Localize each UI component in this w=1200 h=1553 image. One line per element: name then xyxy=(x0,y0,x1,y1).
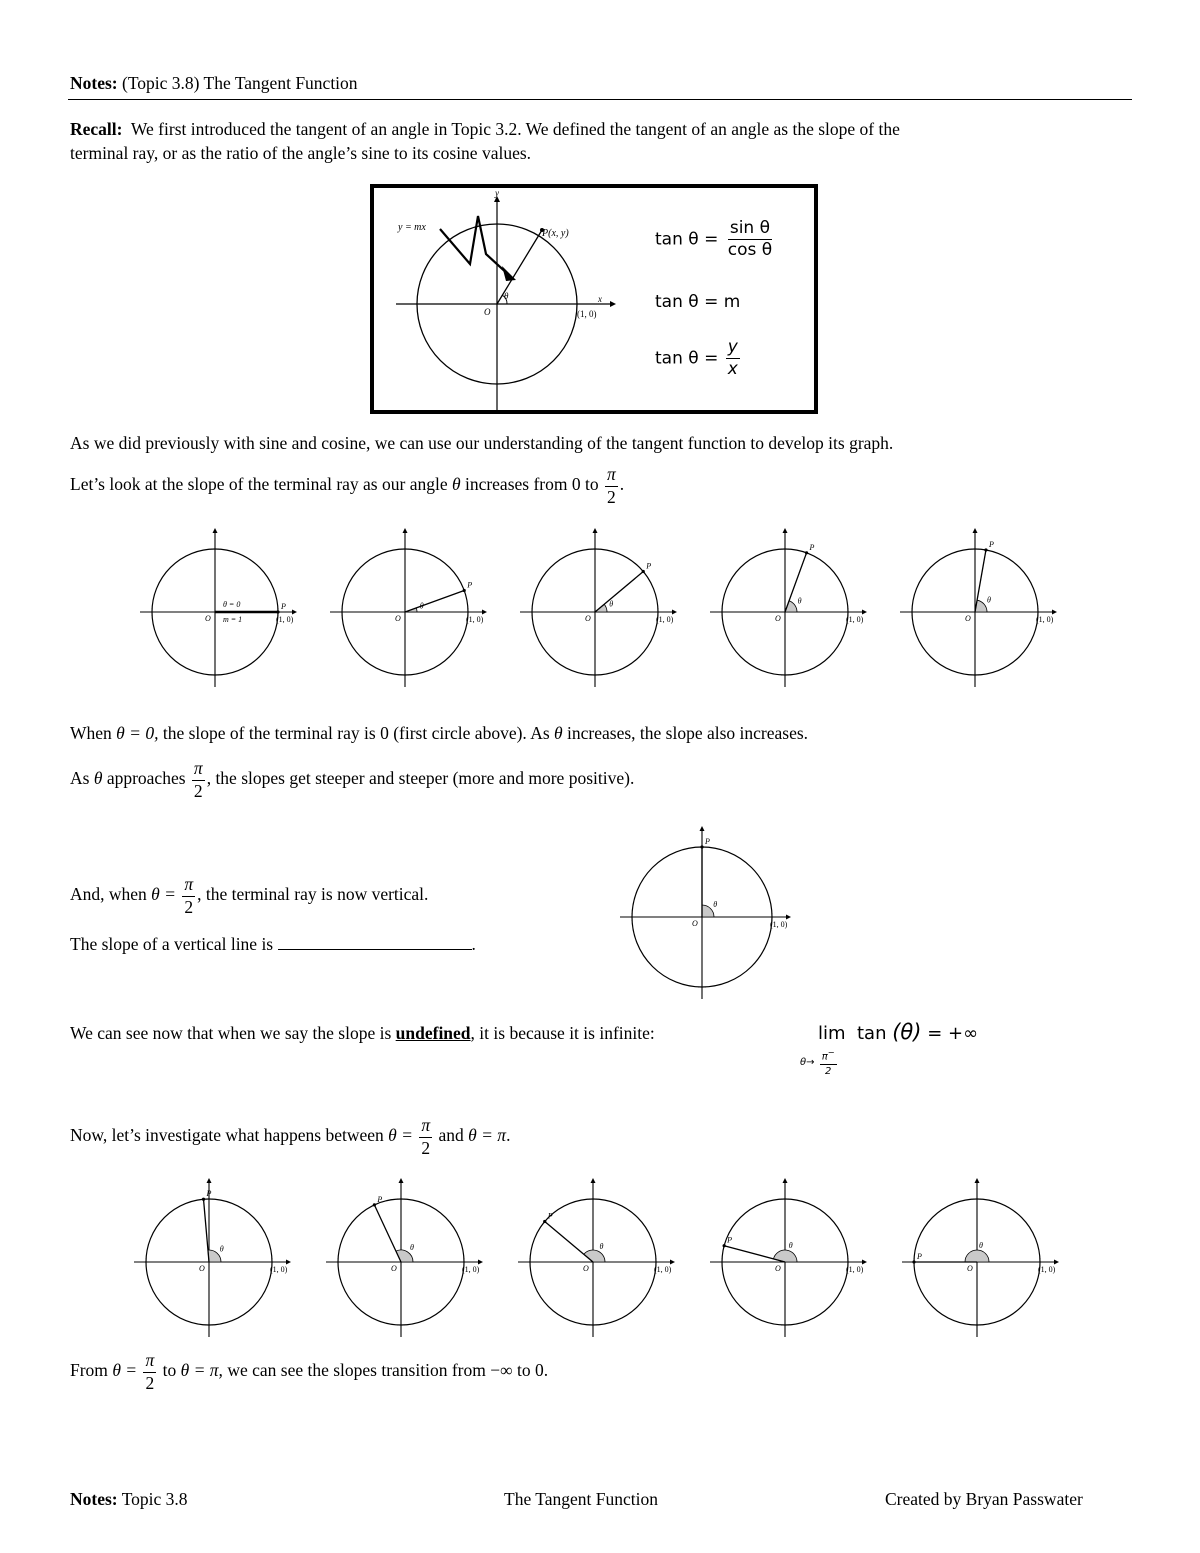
line-label: y = mx xyxy=(398,222,426,233)
row2-circle-2 xyxy=(326,1178,483,1337)
formula-slope: tan θ = m xyxy=(655,292,741,312)
x-axis-arrow xyxy=(292,610,297,615)
row1-circle-1 xyxy=(140,528,297,687)
origin-label: O xyxy=(205,614,211,623)
svg-text:(1, 0): (1, 0) xyxy=(577,309,597,319)
terminal-point xyxy=(723,1244,726,1247)
unit-point-label: (1, 0) xyxy=(846,1265,864,1274)
terminal-point xyxy=(373,1203,376,1206)
terminal-ray xyxy=(595,572,643,612)
point-label: P xyxy=(206,1189,212,1199)
unit-point-label: (1, 0) xyxy=(770,920,788,929)
point-label: P xyxy=(646,561,652,571)
theta-label: θ xyxy=(219,1244,224,1254)
point-label: P xyxy=(727,1235,733,1245)
y-axis-arrow xyxy=(207,1178,212,1183)
point-label: P xyxy=(705,837,710,846)
angle-wedge xyxy=(702,905,714,917)
unit-point-label: (1, 0) xyxy=(462,1265,480,1274)
y-axis-arrow xyxy=(700,826,705,831)
paragraph-vertical: And, when θ = $\frac{\pi}{2}$ , the terminal ray is now vertical. xyxy=(70,874,429,917)
paragraph-investigate: Now, let’s investigate what happens between θ = $\frac{\pi}{2}$ and θ = π. xyxy=(70,1115,511,1158)
svg-text:θ: θ xyxy=(504,291,509,301)
terminal-point xyxy=(202,1198,205,1201)
angle-wedge xyxy=(965,1250,989,1262)
unit-point-label: (1, 0) xyxy=(466,615,484,624)
origin-label: O xyxy=(199,1264,205,1273)
theta-label: θ xyxy=(986,595,991,605)
header-title: (Topic 3.8) The Tangent Function xyxy=(122,73,358,93)
unit-point-label: (1, 0) xyxy=(654,1265,672,1274)
unit-point-label: (1, 0) xyxy=(270,1265,288,1274)
x-axis-arrow xyxy=(478,1260,483,1265)
theta-label: θ xyxy=(599,1241,604,1251)
y-axis-arrow xyxy=(783,1178,788,1183)
point-label: P xyxy=(547,1211,553,1221)
terminal-ray xyxy=(405,590,464,612)
row2-circle-1 xyxy=(134,1178,291,1337)
paragraph-look-slope: Let’s look at the slope of the terminal ray as our angle θ increases from 0 to $\frac{\pi}{2}$ . xyxy=(70,464,625,507)
y-axis-arrow xyxy=(593,528,598,533)
circles-row-second-quadrant xyxy=(125,1170,1085,1345)
theta-label: θ xyxy=(797,596,802,606)
circles-row-first-quadrant xyxy=(130,520,1070,690)
point-label: P(x, y) xyxy=(542,228,569,239)
limit-expression: lim tan (θ) = +∞ xyxy=(818,1020,979,1044)
terminal-point xyxy=(984,548,987,551)
y-axis-arrow xyxy=(591,1178,596,1183)
recall-label: Recall: xyxy=(70,119,123,139)
row2-circle-3 xyxy=(518,1178,675,1337)
theta-label: θ xyxy=(979,1241,983,1250)
paragraph-transition: From θ = $\frac{\pi}{2}$ to θ = π, we can see the slopes transition from −∞ to 0. xyxy=(70,1350,549,1393)
origin-label: O xyxy=(967,1264,973,1273)
y-axis-arrow xyxy=(973,528,978,533)
paragraph-slope-vertical-line: The slope of a vertical line is . xyxy=(70,934,476,954)
unit-point-label: (1, 0) xyxy=(656,615,674,624)
terminal-point xyxy=(463,589,466,592)
x-axis-arrow xyxy=(482,610,487,615)
terminal-point xyxy=(912,1260,915,1263)
paragraph-approaches: As θ approaches $\frac{\pi}{2}$ , the slopes get steeper and steeper (more and more positive). xyxy=(70,758,635,801)
theta-label: θ xyxy=(419,601,424,611)
page-header xyxy=(70,72,358,96)
point-label: P xyxy=(917,1252,922,1261)
row1-circle-5 xyxy=(900,528,1057,687)
middle-circle-1 xyxy=(620,826,791,999)
footer-center: The Tangent Function xyxy=(504,1489,658,1509)
origin-label: O xyxy=(391,1264,397,1273)
theta-label: θ xyxy=(609,599,614,609)
footer-left: Notes: Topic 3.8 xyxy=(70,1489,188,1509)
circle-vertical-ray xyxy=(610,815,810,1007)
limit-subscript: θ→ $\frac{\pi^-}{2}$ xyxy=(800,1047,835,1078)
x-axis-arrow xyxy=(786,915,791,920)
formula-y-over-x: tan θ = $\frac{y}{x}$ xyxy=(655,337,738,379)
x-axis-arrow xyxy=(670,1260,675,1265)
unit-point-label: (1, 0) xyxy=(1036,615,1054,624)
paragraph-when-zero: When θ = 0, the slope of the terminal ray is 0 (first circle above). As θ increases, the slope also increases. xyxy=(70,723,809,743)
theta-label: θ xyxy=(713,899,718,909)
header-rule xyxy=(68,99,1132,100)
undefined-term: undefined xyxy=(395,1023,471,1043)
x-axis-arrow xyxy=(862,610,867,615)
x-axis-arrow xyxy=(672,610,677,615)
row1-circle-4 xyxy=(710,528,867,687)
point-label: P xyxy=(377,1194,383,1204)
row2-circle-5 xyxy=(902,1178,1059,1337)
slope-zero-label: m = 1 xyxy=(223,615,243,624)
svg-text:x: x xyxy=(598,294,602,304)
terminal-point xyxy=(276,610,279,613)
formula-sin-cos: tan θ = $\frac{\text{sin θ}}{\text{cos θ}}$ xyxy=(655,218,773,260)
origin-label: O xyxy=(395,614,401,623)
angle-wedge xyxy=(584,1250,605,1262)
row1-circle-2 xyxy=(330,528,487,687)
y-axis-arrow xyxy=(403,528,408,533)
theta-zero-label: θ = 0 xyxy=(223,600,241,609)
terminal-ray xyxy=(374,1205,401,1262)
x-axis-arrow xyxy=(1054,1260,1059,1265)
recall-paragraph: Recall: We first introduced the tangent of an angle in Topic 3.2. We defined the tangent of an angle as the slope of the terminal ray, or as the ratio of the angle’s sine to its cosine values. xyxy=(70,119,900,163)
point-label: P xyxy=(809,542,815,552)
paragraph-undefined: We can see now that when we say the slope is undefined, it is because it is infinite: xyxy=(70,1023,655,1043)
point-label: P xyxy=(988,539,994,549)
terminal-point xyxy=(543,1220,546,1223)
origin-label: O xyxy=(965,614,971,623)
origin-label: O xyxy=(692,919,698,928)
origin-label: O xyxy=(775,1264,781,1273)
y-axis-arrow xyxy=(399,1178,404,1183)
y-axis-arrow xyxy=(213,528,218,533)
terminal-point xyxy=(700,845,703,848)
unit-point-label: (1, 0) xyxy=(276,615,294,624)
fill-in-blank[interactable] xyxy=(278,935,472,950)
terminal-point xyxy=(805,551,808,554)
point-label: P xyxy=(467,580,473,590)
origin-label: O xyxy=(583,1264,589,1273)
svg-text:y: y xyxy=(495,188,499,198)
unit-point-label: (1, 0) xyxy=(1038,1265,1056,1274)
theta-label: θ xyxy=(788,1241,793,1251)
x-axis-arrow xyxy=(1052,610,1057,615)
unit-point-label: (1, 0) xyxy=(846,615,864,624)
theta-label: θ xyxy=(409,1243,414,1253)
terminal-ray xyxy=(785,553,807,612)
terminal-ray xyxy=(204,1199,209,1262)
origin-label: O xyxy=(585,614,591,623)
point-label: P xyxy=(281,602,286,611)
row1-circle-3 xyxy=(520,528,677,687)
svg-text:O: O xyxy=(484,307,491,317)
paragraph-intro: As we did previously with sine and cosine, we can use our understanding of the tangent function to develop its graph. xyxy=(70,433,894,453)
x-axis-arrow xyxy=(862,1260,867,1265)
terminal-point xyxy=(642,570,645,573)
terminal-ray xyxy=(545,1222,593,1262)
row2-circle-4 xyxy=(710,1178,867,1337)
y-axis-arrow xyxy=(783,528,788,533)
origin-label: O xyxy=(775,614,781,623)
footer-right: Created by Bryan Passwater xyxy=(885,1489,1083,1509)
header-label: Notes: xyxy=(70,73,118,93)
y-axis-arrow xyxy=(975,1178,980,1183)
x-axis-arrow xyxy=(286,1260,291,1265)
